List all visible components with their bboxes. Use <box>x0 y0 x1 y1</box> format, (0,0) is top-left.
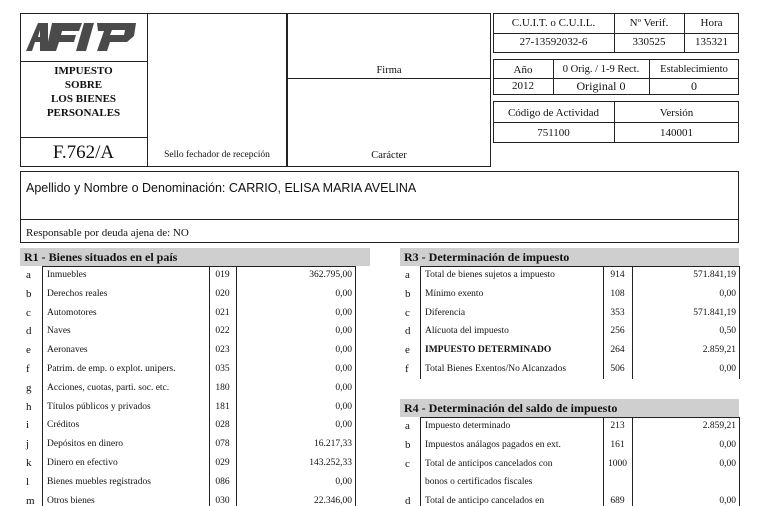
r3-row-code: 506 <box>610 364 625 374</box>
r1-row-label: Aeronaves <box>47 345 88 356</box>
r1-row-letter: i <box>26 419 30 432</box>
r1-row-code: 019 <box>215 270 230 280</box>
r4-row-label: Total de anticipos cancelados con <box>425 458 553 469</box>
r1-row-value: 16.217,33 <box>314 439 352 450</box>
r3-row-code: 264 <box>610 345 625 356</box>
r3-row-value: 571.841,19 <box>693 307 736 318</box>
r3-row-value: 0,00 <box>719 288 736 299</box>
r1-row-value: 0,00 <box>335 420 352 431</box>
r1-row-letter: g <box>26 381 32 394</box>
stamp-label: Sello fechador de recepción <box>164 150 270 160</box>
r3-row-label: IMPUESTO DETERMINADO <box>425 345 552 356</box>
hora-value: 135321 <box>695 36 728 48</box>
r1-row-label: Otros bienes <box>47 495 95 506</box>
r1-row-value: 22.346,00 <box>314 495 352 506</box>
r1-row-label: Derechos reales <box>47 288 108 299</box>
r1-row-label: Créditos <box>47 420 80 431</box>
r1-row-code: 078 <box>215 439 230 450</box>
r3-row-letter: c <box>405 306 410 319</box>
firma-label: Firma <box>376 65 402 76</box>
taxpayer-name: Apellido y Nombre o Denominación: CARRIO, ELISA MARIA AVELINA <box>26 181 417 195</box>
r3-row-code: 108 <box>610 288 625 299</box>
orig-label: 0 Orig. / 1-9 Rect. <box>562 64 640 75</box>
r4-row-label: Total de anticipo cancelados en <box>425 496 545 506</box>
r1-row-label: Automotores <box>47 307 97 318</box>
r1-row-label: Inmuebles <box>47 270 87 280</box>
r3-row-label: Diferencia <box>425 307 466 318</box>
r1-row-value: 0,00 <box>335 307 352 318</box>
r3-row-label: Alícuota del impuesto <box>425 326 509 337</box>
r4-row-code: 213 <box>610 421 625 431</box>
tax-title-line-2: SOBRE <box>64 79 103 91</box>
r1-row-code: 022 <box>215 326 230 337</box>
r3-title: R3 - Determinación de impuesto <box>400 248 739 266</box>
r1-row-code: 020 <box>215 288 230 299</box>
r4-row-code: 1000 <box>608 458 627 469</box>
r1-row-code: 029 <box>215 458 230 468</box>
r3-row-letter: d <box>405 325 411 338</box>
r4-row-letter: a <box>405 420 410 432</box>
cuit-value: 27-13592032-6 <box>519 36 588 48</box>
r4-row-value: 2.859,21 <box>702 421 736 431</box>
verif-label: Nº Verif. <box>629 17 669 29</box>
r4-row-letter: c <box>405 457 410 470</box>
responsable-line: Responsable por deuda ajena de: NO <box>26 227 189 239</box>
cuit-label: C.U.I.T. o C.U.I.L. <box>511 17 596 29</box>
actividad-value: 751100 <box>537 127 570 139</box>
r3-row-letter: e <box>405 344 410 357</box>
tax-title-line-3: LOS BIENES <box>50 93 117 105</box>
r4-row-label: Impuesto determinado <box>425 421 511 431</box>
r1-row-label: Títulos públicos y privados <box>47 401 151 412</box>
r1-row-letter: d <box>26 325 32 338</box>
r4-row-value: 0,00 <box>719 496 736 506</box>
r3-row-value: 0,00 <box>719 364 736 374</box>
r1-row-letter: e <box>26 344 31 357</box>
r1-row-label: Depósitos en dinero <box>47 439 123 450</box>
r1-row-letter: b <box>26 287 32 300</box>
verif-value: 330525 <box>632 36 666 48</box>
r4-row-label: Impuestos análagos pagados en ext. <box>425 439 561 450</box>
r1-row-letter: c <box>26 306 31 319</box>
r1-row-value: 0,00 <box>335 288 352 299</box>
r1-row-value: 0,00 <box>335 364 352 374</box>
estab-value: 0 <box>691 79 697 93</box>
r4-row-code: 161 <box>610 439 625 450</box>
caracter-label: Carácter <box>371 150 407 161</box>
r1-row-code: 181 <box>215 401 230 412</box>
r1-row-letter: f <box>26 363 30 375</box>
r1-row-code: 028 <box>215 420 230 431</box>
tax-title-line-4: PERSONALES <box>46 107 121 119</box>
r1-row-code: 030 <box>215 495 230 506</box>
r1-row-letter: a <box>26 269 31 281</box>
r1-row-letter: l <box>26 475 30 488</box>
estab-label: Establecimiento <box>660 64 728 75</box>
r3-row-label: Total Bienes Exentos/No Alcanzados <box>425 364 567 374</box>
orig-value: Original 0 <box>576 79 626 93</box>
r4-row-label: bonos o certificados fiscales <box>425 477 533 488</box>
anio-label: Año <box>513 64 533 76</box>
r4-row-letter: d <box>405 495 411 506</box>
r3-row-letter: a <box>405 269 410 281</box>
tax-title-line-1: IMPUESTO <box>54 65 113 77</box>
r1-row-value: 0,00 <box>335 382 352 393</box>
r1-row-value: 362.795,00 <box>309 270 352 280</box>
r4-row-value: 0,00 <box>719 458 736 469</box>
r1-row-letter: h <box>26 400 32 413</box>
r4-row-code: 689 <box>610 496 625 506</box>
anio-value: 2012 <box>512 80 534 92</box>
r4-row-value: 0,00 <box>719 439 736 450</box>
r1-row-value: 0,00 <box>335 326 352 337</box>
actividad-label: Código de Actividad <box>507 107 600 119</box>
r1-row-label: Bienes muebles registrados <box>47 476 151 487</box>
r3-row-code: 353 <box>610 307 625 318</box>
r3-row-letter: b <box>405 287 411 300</box>
r1-row-code: 086 <box>215 476 230 487</box>
r1-title: R1 - Bienes situados en el país <box>20 248 370 266</box>
hora-label: Hora <box>700 17 723 29</box>
r1-row-value: 0,00 <box>335 345 352 356</box>
r1-row-label: Dinero en efectivo <box>47 458 118 468</box>
version-value: 140001 <box>660 127 693 139</box>
r3-row-value: 2.859,21 <box>702 345 736 356</box>
r1-row-letter: j <box>26 438 30 451</box>
r1-row-code: 035 <box>215 364 230 374</box>
firma-box <box>287 13 491 167</box>
r1-row-value: 143.252,33 <box>309 458 352 468</box>
r1-row-code: 180 <box>215 382 230 393</box>
r1-row-value: 0,00 <box>335 401 352 412</box>
r3-row-letter: f <box>405 363 409 375</box>
r1-row-label: Naves <box>47 326 71 337</box>
version-label: Versión <box>659 107 694 119</box>
r1-row-value: 0,00 <box>335 476 352 487</box>
r3-row-label: Mínimo exento <box>425 288 484 299</box>
r1-row-code: 023 <box>215 345 230 356</box>
r3-row-value: 571.841,19 <box>693 270 736 280</box>
r1-row-code: 021 <box>215 307 230 318</box>
r4-row-letter: b <box>405 438 411 451</box>
r3-row-label: Total de bienes sujetos a impuesto <box>425 270 555 280</box>
r1-row-label: Acciones, cuotas, parti. soc. etc. <box>47 382 170 393</box>
r3-row-code: 914 <box>610 270 625 280</box>
r1-row-label: Patrim. de emp. o explot. unipers. <box>47 364 176 374</box>
r4-title: R4 - Determinación del saldo de impuesto <box>400 399 739 417</box>
r3-row-code: 256 <box>610 326 625 337</box>
afip-logo <box>24 22 144 52</box>
r3-row-value: 0,50 <box>719 326 736 337</box>
r1-row-letter: m <box>26 494 35 506</box>
form-number: F.762/A <box>52 142 115 163</box>
r1-row-letter: k <box>26 457 32 469</box>
